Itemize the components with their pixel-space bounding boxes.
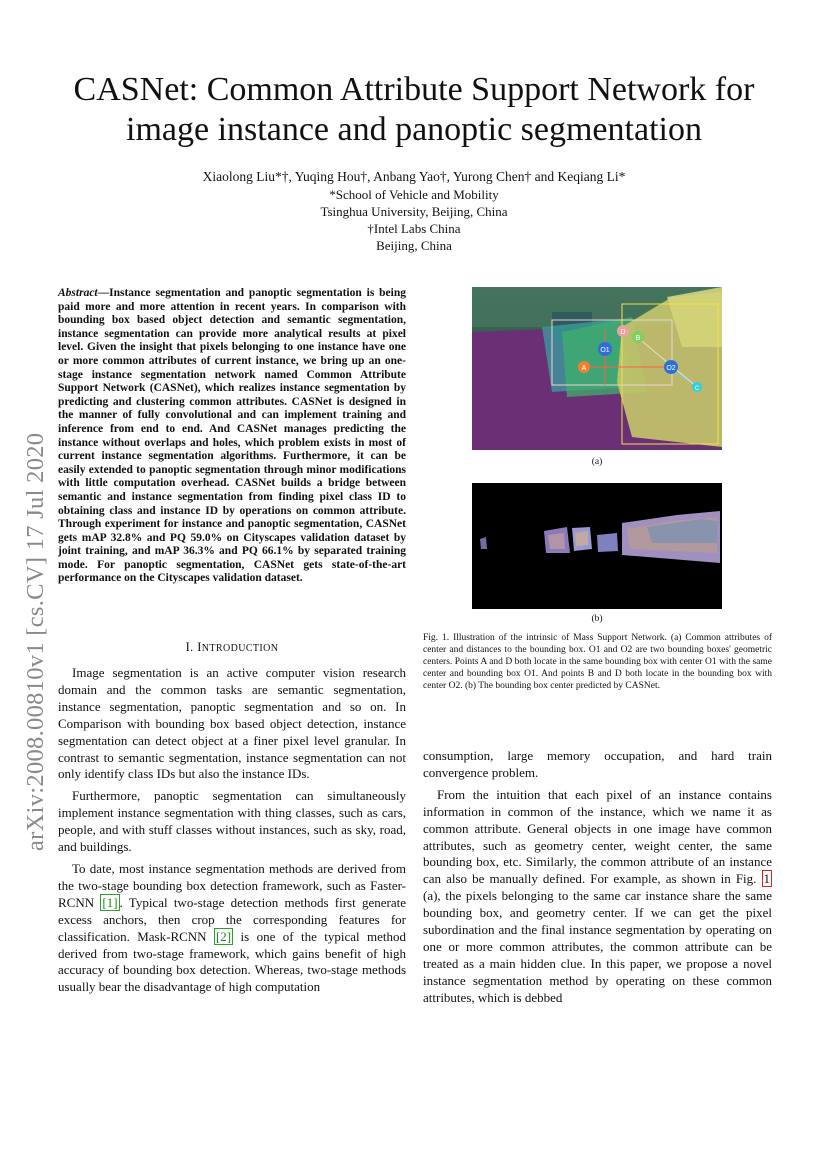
affiliation-line: Tsinghua University, Beijing, China (320, 204, 508, 219)
section-first-letter: I (197, 640, 202, 654)
arxiv-stamp-text: arXiv:2008.00810v1 [cs.CV] 17 Jul 2020 (22, 432, 49, 851)
subfigure-label-b: (b) (591, 614, 603, 624)
svg-text:A: A (581, 365, 587, 372)
affiliation-line: †Intel Labs China (367, 221, 461, 236)
author-list: Xiaolong Liu*†, Yuqing Hou†, Anbang Yao†, Yurong Chen† and Keqiang Li* (202, 169, 626, 184)
svg-text:C: C (694, 386, 700, 392)
figure-1a-image (472, 287, 722, 450)
figure-caption: Fig. 1. Illustration of the intrinsic of Mass Support Network. (a) Common attributes of center and distances to the bounding box. O1 and O2 are two bounding boxes' geometric centers. Points A and D both locate in the same bounding box with center O1 with the same center and bounding box O1. And points B and D both locate in the bounding box with center O2. (b) The bounding box center predicted by CASNet. (423, 633, 772, 692)
paragraph: Furthermore, panoptic segmentation can simultaneously implement instance segmentation with thing classes, such as cars, people, and with stuff classes without instances, such as sky, road, and buildings. (58, 788, 406, 855)
section-title-rest: NTRODUCTION (201, 643, 279, 654)
citation-link[interactable]: [1] (102, 894, 118, 910)
title-line-2: image instance and panoptic segmentation (126, 111, 702, 148)
svg-text:B: B (635, 335, 641, 342)
affiliation-line: Beijing, China (376, 238, 452, 253)
svg-text:O2: O2 (666, 365, 676, 372)
abstract-text: —Instance segmentation and panoptic segmentation is being paid more and more attention in recent years. In comparison with bounding box based object detection and semantic segmentation, instance segmentation can provide more analytical results at pixel level. Given the insight that pixels belonging to one instance have one or more common attributes of current instance, we bring up an one-stage instance segmentation network named Common Attribute Support Network (CASNet), which realizes instance segmentation by predicting and clustering common attributes. CASNet is designed in the manner of fully convolutional and can implement training and inference from end to end. And CASNet manages predicting the instance without overlaps and holes, which problem exists in most of current instance segmentation algorithms. Furthermore, it can be easily extended to panoptic segmentation through minor modifications with little computation overhead. CASNet builds a bridge between semantic and instance segmentation from finding pixel class ID to obtaining class and instance ID by operations on common attribute. Through experiment for instance and panoptic segmentation, CASNet gets mAP 32.8% and PQ 59.0% on Cityscapes validation dataset by joint training, and mAP 36.3% and PQ 66.1% by separated training mode. For panoptic segmentation, CASNet gets state-of-the-art performance on the Cityscapes validation dataset. (58, 287, 406, 585)
paper-title (40, 70, 788, 150)
right-column-body (423, 748, 772, 1007)
abstract (58, 287, 406, 586)
paragraph: From the intuition that each pixel of an instance contains information in common of the instance, which we name it as common attribute. General objects in one image have common attributes, such as geometry center, weight center, the same bounding box, etc. Similarly, the common attribute of an instance can also be manually defined. For example, as shown in Fig. 1 (a), the pixels belonging to the same car instance share the same bounding box, and geometry center. If we can get the pixel subordination and the final instance segmentation by operating on one or more common attributes, the common attribute can be treated as a main hidden clue. In this paper, we propose a novel instance segmentation method by operating on these common attributes, which is debbed (423, 786, 772, 1005)
section-heading (58, 640, 406, 655)
affiliation-line: *School of Vehicle and Mobility (329, 187, 499, 202)
paragraph: Image segmentation is an active computer vision research domain and the common tasks are semantic segmentation, instance segmentation, panoptic segmentation and so on. In Comparison with bounding box based object detection, instance segmentation can detect object at a finer pixel level granular. In contrast to semantic segmentation, instance segmentation can not only identify class IDs but also the instance IDs. (58, 665, 406, 782)
section-number: I. (185, 640, 194, 654)
arxiv-stamp (12, 375, 52, 855)
figure-1b-image (472, 483, 722, 609)
citation-link[interactable]: [2] (215, 928, 232, 944)
svg-text:O1: O1 (600, 347, 610, 354)
left-column-body (58, 665, 406, 996)
paragraph-continuation: consumption, large memory occupation, and hard train convergence problem. (423, 748, 772, 780)
figure-reference-link[interactable]: 1 (763, 871, 770, 887)
svg-text:D: D (620, 329, 626, 336)
title-line-1: CASNet: Common Attribute Support Network for (73, 71, 755, 108)
abstract-lead: Abstract (58, 287, 98, 299)
subfigure-label-a: (a) (591, 457, 603, 467)
paragraph: To date, most instance segmentation methods are derived from the two-stage bounding box detection framework, such as Faster-RCNN [1] . Typical two-stage detection methods first generate excess anchors, then crop the corresponding features for classification. Mask-RCNN [2] is one of the typical method derived from two-stage framework, which gains benefit of high accuracy of bounding box detection. Whereas, two-stage methods usually bear the disadvantage of high computation (58, 860, 406, 995)
